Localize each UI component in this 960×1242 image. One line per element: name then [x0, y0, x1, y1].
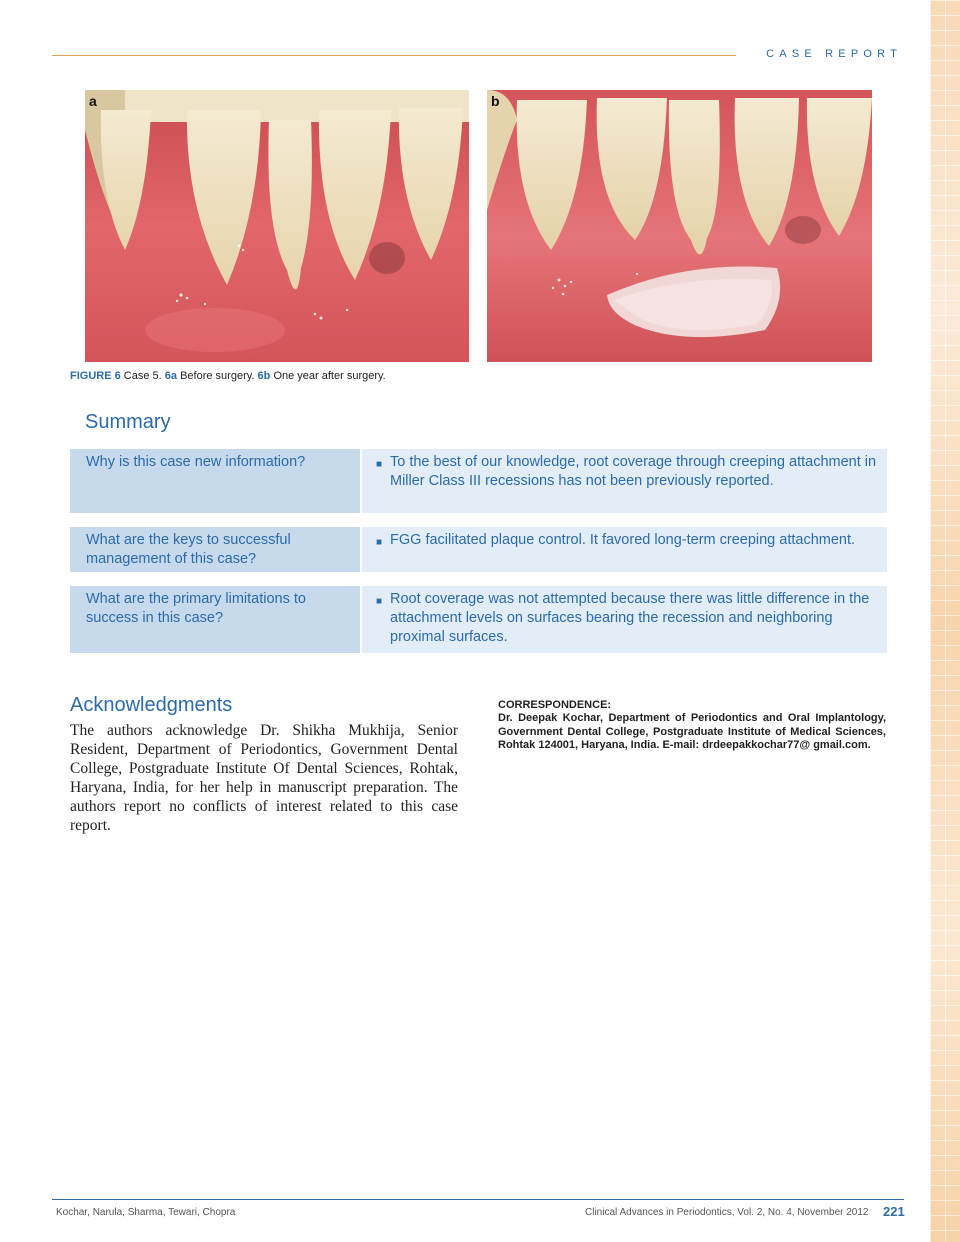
square-bullet-icon: ■: [376, 537, 383, 548]
summary-answer-cell: [362, 449, 887, 513]
summary-answer: To the best of our knowledge, root coverage through creeping attachment in Miller Class III recessions has not been previously reported.: [390, 454, 877, 489]
figure-photo-before-surgery: [85, 90, 469, 362]
acknowledgments-body: The authors acknowledge Dr. Shikha Mukhija, Senior Resident, Department of Periodontics, Government Dental College, Postgraduate Institute Of Dental Sciences, Rohtak, Haryana, India, for her help in manuscript preparation. The authors report no conflicts of interest related to this case report.: [70, 722, 458, 834]
footer-journal-citation: Clinical Advances in Periodontics, Vol. 2, No. 4, November 2012: [585, 1207, 869, 1218]
caption-ref-6a: 6a: [164, 370, 178, 382]
figure-caption: [70, 370, 386, 382]
caption-case: Case 5.: [123, 370, 162, 382]
summary-row: [70, 449, 887, 513]
summary-row: [70, 586, 887, 653]
summary-answer-cell: [362, 586, 887, 653]
panel-label-a: a: [89, 93, 97, 109]
summary-answer-cell: [362, 527, 887, 572]
section-label: CASE REPORT: [766, 48, 902, 60]
header-rule: [52, 55, 736, 56]
correspondence-body: Dr. Deepak Kochar, Department of Periodontics and Oral Implantology, Government Dental College, Postgraduate Institute of Medical Sciences, Rohtak 124001, Haryana, India. E-mail: drdeepakkochar77@ gmail.com.: [498, 712, 886, 751]
caption-text-6a: Before surgery.: [180, 370, 255, 382]
square-bullet-icon: ■: [376, 459, 383, 470]
summary-answer: FGG facilitated plaque control. It favored long-term creeping attachment.: [390, 532, 856, 548]
caption-figure-label: FIGURE 6: [70, 370, 121, 382]
footer-rule: [52, 1199, 904, 1200]
figure-photo-after-surgery: [487, 90, 872, 362]
acknowledgments-heading: Acknowledgments: [70, 694, 233, 716]
teeth-photo-b: [487, 90, 872, 362]
summary-heading: Summary: [85, 411, 171, 433]
summary-question: Why is this case new information?: [70, 449, 360, 513]
summary-question: What are the keys to successful management of this case?: [70, 527, 360, 572]
summary-question: What are the primary limitations to success in this case?: [70, 586, 360, 653]
square-bullet-icon: ■: [376, 596, 383, 607]
caption-text-6b: One year after surgery.: [273, 370, 386, 382]
correspondence-label: CORRESPONDENCE:: [498, 699, 612, 711]
decorative-edge-strip: [930, 0, 960, 1242]
page-number: 221: [883, 1204, 905, 1219]
summary-row: [70, 527, 887, 572]
panel-label-b: b: [491, 93, 500, 109]
footer-authors: Kochar, Narula, Sharma, Tewari, Chopra: [56, 1207, 236, 1218]
teeth-photo-a: [85, 90, 469, 362]
summary-answer: Root coverage was not attempted because there was little difference in the attachment levels on surfaces bearing the recession and neighboring proximal surfaces.: [390, 591, 870, 645]
caption-ref-6b: 6b: [257, 370, 271, 382]
